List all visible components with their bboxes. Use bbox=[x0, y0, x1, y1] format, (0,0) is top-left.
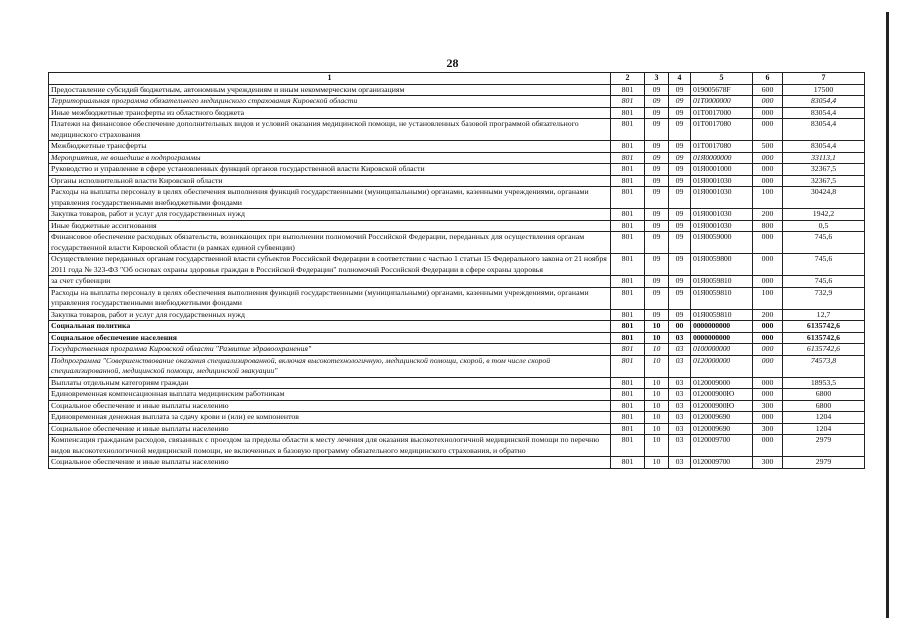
amount-cell: 745,6 bbox=[783, 276, 865, 288]
section-code-cell: 801 bbox=[611, 377, 645, 389]
section-code-cell: 801 bbox=[611, 344, 645, 356]
target-article-cell: 01Я0059000 bbox=[691, 232, 753, 254]
header-cell: 4 bbox=[669, 73, 691, 85]
amount-cell: 33113,1 bbox=[783, 152, 865, 164]
subdivision-code-cell: 09 bbox=[669, 287, 691, 309]
section-code-cell: 801 bbox=[611, 107, 645, 119]
row-name-cell: Компенсация гражданам расходов, связанных с проездом за пределы области к месту лечения для оказания высокотехнологичной медицинской помощи по перечню видов высокотехнологичной медицинской помощи, не включенных в базовую программу обязательного медицинского страхования, и обратно bbox=[49, 435, 611, 457]
expense-type-cell: 100 bbox=[753, 287, 783, 309]
subdivision-code-cell: 09 bbox=[669, 276, 691, 288]
target-article-cell: 01Я0001030 bbox=[691, 209, 753, 221]
amount-cell: 83054,4 bbox=[783, 107, 865, 119]
target-article-cell: 01Я0001030 bbox=[691, 187, 753, 209]
division-code-cell: 09 bbox=[645, 276, 669, 288]
division-code-cell: 09 bbox=[645, 254, 669, 276]
table-row bbox=[49, 164, 865, 176]
division-code-cell: 10 bbox=[645, 435, 669, 457]
table-row bbox=[49, 344, 865, 356]
section-code-cell: 801 bbox=[611, 435, 645, 457]
table-row bbox=[49, 276, 865, 288]
row-name-cell: Социальное обеспечение и иные выплаты населению bbox=[49, 457, 611, 469]
target-article-cell: 01T0017080 bbox=[691, 141, 753, 153]
section-code-cell: 801 bbox=[611, 412, 645, 424]
row-name-cell: Осуществление переданных органам государственной власти субъектов Российской Федерации в соответствии с частью 1 статьи 15 Федерального закона от 21 ноября 2011 года № 323-ФЗ "Об основах охраны здоровья граждан в Российской Федерации" полномочий Российской Федерации в сфере охраны здоровья bbox=[49, 254, 611, 276]
target-article-cell: 01T0017080 bbox=[691, 119, 753, 141]
division-code-cell: 09 bbox=[645, 164, 669, 176]
row-name-cell: Социальное обеспечение и иные выплаты населению bbox=[49, 423, 611, 435]
division-code-cell: 10 bbox=[645, 332, 669, 344]
expense-type-cell: 000 bbox=[753, 332, 783, 344]
header-cell: 6 bbox=[753, 73, 783, 85]
subdivision-code-cell: 00 bbox=[669, 321, 691, 333]
row-name-cell: за счет субвенции bbox=[49, 276, 611, 288]
budget-table bbox=[48, 72, 865, 469]
target-article-cell: 01Я0059810 bbox=[691, 309, 753, 321]
table-row bbox=[49, 96, 865, 108]
expense-type-cell: 000 bbox=[753, 119, 783, 141]
table-row bbox=[49, 435, 865, 457]
table-row bbox=[49, 232, 865, 254]
table-row bbox=[49, 152, 865, 164]
target-article-cell: 01T0000000 bbox=[691, 96, 753, 108]
amount-cell: 2979 bbox=[783, 457, 865, 469]
target-article-cell: 0120009700 bbox=[691, 457, 753, 469]
expense-type-cell: 000 bbox=[753, 175, 783, 187]
target-article-cell: 0120000000 bbox=[691, 355, 753, 377]
row-name-cell: Предоставление субсидий бюджетным, автономным учреждениям и иным некоммерческим организациям bbox=[49, 84, 611, 96]
expense-type-cell: 300 bbox=[753, 423, 783, 435]
division-code-cell: 09 bbox=[645, 107, 669, 119]
target-article-cell: 0000000000 bbox=[691, 321, 753, 333]
table-row bbox=[49, 187, 865, 209]
expense-type-cell: 000 bbox=[753, 276, 783, 288]
page-number: 28 bbox=[446, 56, 459, 70]
amount-cell: 32367,5 bbox=[783, 164, 865, 176]
division-code-cell: 10 bbox=[645, 412, 669, 424]
target-article-cell: 0120009700 bbox=[691, 435, 753, 457]
target-article-cell: 0120009690 bbox=[691, 412, 753, 424]
amount-cell: 6135742,6 bbox=[783, 344, 865, 356]
section-code-cell: 801 bbox=[611, 175, 645, 187]
subdivision-code-cell: 09 bbox=[669, 309, 691, 321]
division-code-cell: 09 bbox=[645, 232, 669, 254]
subdivision-code-cell: 03 bbox=[669, 435, 691, 457]
amount-cell: 6135742,6 bbox=[783, 321, 865, 333]
subdivision-code-cell: 03 bbox=[669, 332, 691, 344]
division-code-cell: 09 bbox=[645, 141, 669, 153]
expense-type-cell: 200 bbox=[753, 309, 783, 321]
row-name-cell: Подпрограмма "Совершенствование оказания специализированной, включая высокотехнологичную, медицинской помощи, скорой, в том числе скорой специализированной, медицинской помощи, медицинской эвакуации" bbox=[49, 355, 611, 377]
header-cell: 7 bbox=[783, 73, 865, 85]
expense-type-cell: 000 bbox=[753, 412, 783, 424]
row-name-cell: Территориальная программа обязательного медицинского страхования Кировской области bbox=[49, 96, 611, 108]
target-article-cell: 0000000000 bbox=[691, 332, 753, 344]
section-code-cell: 801 bbox=[611, 232, 645, 254]
section-code-cell: 801 bbox=[611, 287, 645, 309]
subdivision-code-cell: 03 bbox=[669, 412, 691, 424]
row-name-cell: Социальное обеспечение и иные выплаты населению bbox=[49, 400, 611, 412]
expense-type-cell: 000 bbox=[753, 254, 783, 276]
target-article-cell: 0120009000 bbox=[691, 377, 753, 389]
section-code-cell: 801 bbox=[611, 141, 645, 153]
amount-cell: 6800 bbox=[783, 400, 865, 412]
subdivision-code-cell: 09 bbox=[669, 141, 691, 153]
division-code-cell: 10 bbox=[645, 344, 669, 356]
table-row bbox=[49, 377, 865, 389]
row-name-cell: Мероприятия, не вошедшие в подпрограммы bbox=[49, 152, 611, 164]
expense-type-cell: 600 bbox=[753, 84, 783, 96]
division-code-cell: 10 bbox=[645, 423, 669, 435]
amount-cell: 1204 bbox=[783, 423, 865, 435]
row-name-cell: Закупка товаров, работ и услуг для государственных нужд bbox=[49, 209, 611, 221]
section-code-cell: 801 bbox=[611, 187, 645, 209]
expense-type-cell: 000 bbox=[753, 435, 783, 457]
row-name-cell: Выплаты отдельным категориям граждан bbox=[49, 377, 611, 389]
expense-type-cell: 500 bbox=[753, 141, 783, 153]
table-row bbox=[49, 119, 865, 141]
division-code-cell: 09 bbox=[645, 287, 669, 309]
section-code-cell: 801 bbox=[611, 332, 645, 344]
expense-type-cell: 000 bbox=[753, 152, 783, 164]
subdivision-code-cell: 03 bbox=[669, 457, 691, 469]
section-code-cell: 801 bbox=[611, 400, 645, 412]
subdivision-code-cell: 09 bbox=[669, 96, 691, 108]
row-name-cell: Межбюджетные трансферты bbox=[49, 141, 611, 153]
expense-type-cell: 000 bbox=[753, 377, 783, 389]
subdivision-code-cell: 09 bbox=[669, 220, 691, 232]
expense-type-cell: 000 bbox=[753, 107, 783, 119]
section-code-cell: 801 bbox=[611, 355, 645, 377]
section-code-cell: 801 bbox=[611, 423, 645, 435]
subdivision-code-cell: 09 bbox=[669, 209, 691, 221]
section-code-cell: 801 bbox=[611, 96, 645, 108]
amount-cell: 18953,5 bbox=[783, 377, 865, 389]
row-name-cell: Руководство и управление в сфере установленных функций органов государственной власти Кировской области bbox=[49, 164, 611, 176]
table-row bbox=[49, 389, 865, 401]
subdivision-code-cell: 03 bbox=[669, 389, 691, 401]
table-row bbox=[49, 423, 865, 435]
amount-cell: 83054,4 bbox=[783, 119, 865, 141]
row-name-cell: Социальная политика bbox=[49, 321, 611, 333]
target-article-cell: 012000900Ю bbox=[691, 389, 753, 401]
expense-type-cell: 000 bbox=[753, 389, 783, 401]
division-code-cell: 09 bbox=[645, 84, 669, 96]
division-code-cell: 09 bbox=[645, 175, 669, 187]
section-code-cell: 801 bbox=[611, 84, 645, 96]
section-code-cell: 801 bbox=[611, 321, 645, 333]
subdivision-code-cell: 03 bbox=[669, 423, 691, 435]
table-row bbox=[49, 321, 865, 333]
expense-type-cell: 800 bbox=[753, 220, 783, 232]
subdivision-code-cell: 09 bbox=[669, 254, 691, 276]
division-code-cell: 10 bbox=[645, 377, 669, 389]
division-code-cell: 10 bbox=[645, 389, 669, 401]
division-code-cell: 09 bbox=[645, 119, 669, 141]
expense-type-cell: 100 bbox=[753, 187, 783, 209]
table-body bbox=[49, 84, 865, 468]
subdivision-code-cell: 09 bbox=[669, 175, 691, 187]
row-name-cell: Иные бюджетные ассигнования bbox=[49, 220, 611, 232]
table-row bbox=[49, 175, 865, 187]
table-row bbox=[49, 141, 865, 153]
row-name-cell: Финансовое обеспечение расходных обязательств, возникающих при выполнении полномочий Российской Федерации, переданных для осуществления органам государственной власти Кировской области (в рамках единой субвенции) bbox=[49, 232, 611, 254]
header-cell: 2 bbox=[611, 73, 645, 85]
amount-cell: 2979 bbox=[783, 435, 865, 457]
subdivision-code-cell: 03 bbox=[669, 355, 691, 377]
section-code-cell: 801 bbox=[611, 209, 645, 221]
division-code-cell: 09 bbox=[645, 220, 669, 232]
table-row bbox=[49, 287, 865, 309]
division-code-cell: 10 bbox=[645, 400, 669, 412]
table-row bbox=[49, 220, 865, 232]
subdivision-code-cell: 03 bbox=[669, 400, 691, 412]
row-name-cell: Единовременная денежная выплата за сдачу крови и (или) ее компонентов bbox=[49, 412, 611, 424]
expense-type-cell: 000 bbox=[753, 96, 783, 108]
target-article-cell: 01T0017000 bbox=[691, 107, 753, 119]
amount-cell: 12,7 bbox=[783, 309, 865, 321]
target-article-cell: 01Я0000000 bbox=[691, 152, 753, 164]
subdivision-code-cell: 03 bbox=[669, 344, 691, 356]
target-article-cell: 01Я0059810 bbox=[691, 276, 753, 288]
amount-cell: 83054,4 bbox=[783, 141, 865, 153]
target-article-cell: 01Я0001030 bbox=[691, 175, 753, 187]
subdivision-code-cell: 09 bbox=[669, 84, 691, 96]
header-row bbox=[49, 73, 865, 85]
table-row bbox=[49, 209, 865, 221]
header-cell: 1 bbox=[49, 73, 611, 85]
target-article-cell: 0100000000 bbox=[691, 344, 753, 356]
table-row bbox=[49, 355, 865, 377]
table-row bbox=[49, 332, 865, 344]
subdivision-code-cell: 03 bbox=[669, 377, 691, 389]
amount-cell: 74573,8 bbox=[783, 355, 865, 377]
subdivision-code-cell: 09 bbox=[669, 187, 691, 209]
section-code-cell: 801 bbox=[611, 254, 645, 276]
amount-cell: 6135742,6 bbox=[783, 332, 865, 344]
target-article-cell: 0120009690 bbox=[691, 423, 753, 435]
row-name-cell: Социальное обеспечение населения bbox=[49, 332, 611, 344]
expense-type-cell: 000 bbox=[753, 344, 783, 356]
section-code-cell: 801 bbox=[611, 152, 645, 164]
table-row bbox=[49, 400, 865, 412]
section-code-cell: 801 bbox=[611, 309, 645, 321]
amount-cell: 83054,4 bbox=[783, 96, 865, 108]
section-code-cell: 801 bbox=[611, 220, 645, 232]
target-article-cell: 01Я0001030 bbox=[691, 220, 753, 232]
row-name-cell: Закупка товаров, работ и услуг для государственных нужд bbox=[49, 309, 611, 321]
row-name-cell: Иные межбюджетные трансферты из областного бюджета bbox=[49, 107, 611, 119]
section-code-cell: 801 bbox=[611, 457, 645, 469]
amount-cell: 732,9 bbox=[783, 287, 865, 309]
row-name-cell: Расходы на выплаты персоналу в целях обеспечения выполнения функций государственными (муниципальными) органами, казенными учреждениями, органами управления государственными внебюджетными фондами bbox=[49, 187, 611, 209]
amount-cell: 1942,2 bbox=[783, 209, 865, 221]
amount-cell: 6800 bbox=[783, 389, 865, 401]
subdivision-code-cell: 09 bbox=[669, 232, 691, 254]
target-article-cell: 019005678F bbox=[691, 84, 753, 96]
expense-type-cell: 000 bbox=[753, 232, 783, 254]
table-row bbox=[49, 457, 865, 469]
amount-cell: 1204 bbox=[783, 412, 865, 424]
right-margin-rule bbox=[886, 12, 889, 618]
division-code-cell: 09 bbox=[645, 209, 669, 221]
amount-cell: 745,6 bbox=[783, 254, 865, 276]
amount-cell: 17500 bbox=[783, 84, 865, 96]
amount-cell: 30424,8 bbox=[783, 187, 865, 209]
table-row bbox=[49, 107, 865, 119]
target-article-cell: 012000900Ю bbox=[691, 400, 753, 412]
row-name-cell: Расходы на выплаты персоналу в целях обеспечения выполнения функций государственными (муниципальными) органами, казенными учреждениями, органами управления государственными внебюджетными фондами bbox=[49, 287, 611, 309]
expense-type-cell: 000 bbox=[753, 321, 783, 333]
row-name-cell: Единовременная компенсационная выплата медицинским работникам bbox=[49, 389, 611, 401]
subdivision-code-cell: 09 bbox=[669, 119, 691, 141]
expense-type-cell: 000 bbox=[753, 355, 783, 377]
amount-cell: 745,6 bbox=[783, 232, 865, 254]
target-article-cell: 01Я0059800 bbox=[691, 254, 753, 276]
subdivision-code-cell: 09 bbox=[669, 152, 691, 164]
amount-cell: 0,5 bbox=[783, 220, 865, 232]
division-code-cell: 10 bbox=[645, 457, 669, 469]
subdivision-code-cell: 09 bbox=[669, 107, 691, 119]
table-row bbox=[49, 254, 865, 276]
section-code-cell: 801 bbox=[611, 276, 645, 288]
target-article-cell: 01Я0001000 bbox=[691, 164, 753, 176]
subdivision-code-cell: 09 bbox=[669, 164, 691, 176]
section-code-cell: 801 bbox=[611, 389, 645, 401]
expense-type-cell: 200 bbox=[753, 209, 783, 221]
table-row bbox=[49, 84, 865, 96]
division-code-cell: 10 bbox=[645, 321, 669, 333]
expense-type-cell: 000 bbox=[753, 164, 783, 176]
section-code-cell: 801 bbox=[611, 164, 645, 176]
row-name-cell: Платежи на финансовое обеспечение дополнительных видов и условий оказания медицинской помощи, не установленных базовой программой обязательного медицинского страхования bbox=[49, 119, 611, 141]
header-cell: 3 bbox=[645, 73, 669, 85]
row-name-cell: Государственная программа Кировской области "Развитие здравоохранения" bbox=[49, 344, 611, 356]
expense-type-cell: 300 bbox=[753, 400, 783, 412]
division-code-cell: 09 bbox=[645, 187, 669, 209]
table-row bbox=[49, 309, 865, 321]
division-code-cell: 10 bbox=[645, 355, 669, 377]
section-code-cell: 801 bbox=[611, 119, 645, 141]
target-article-cell: 01Я0059810 bbox=[691, 287, 753, 309]
division-code-cell: 09 bbox=[645, 152, 669, 164]
division-code-cell: 09 bbox=[645, 96, 669, 108]
amount-cell: 32367,5 bbox=[783, 175, 865, 187]
expense-type-cell: 300 bbox=[753, 457, 783, 469]
header-cell: 5 bbox=[691, 73, 753, 85]
table-row bbox=[49, 412, 865, 424]
row-name-cell: Органы исполнительной власти Кировской области bbox=[49, 175, 611, 187]
division-code-cell: 09 bbox=[645, 309, 669, 321]
